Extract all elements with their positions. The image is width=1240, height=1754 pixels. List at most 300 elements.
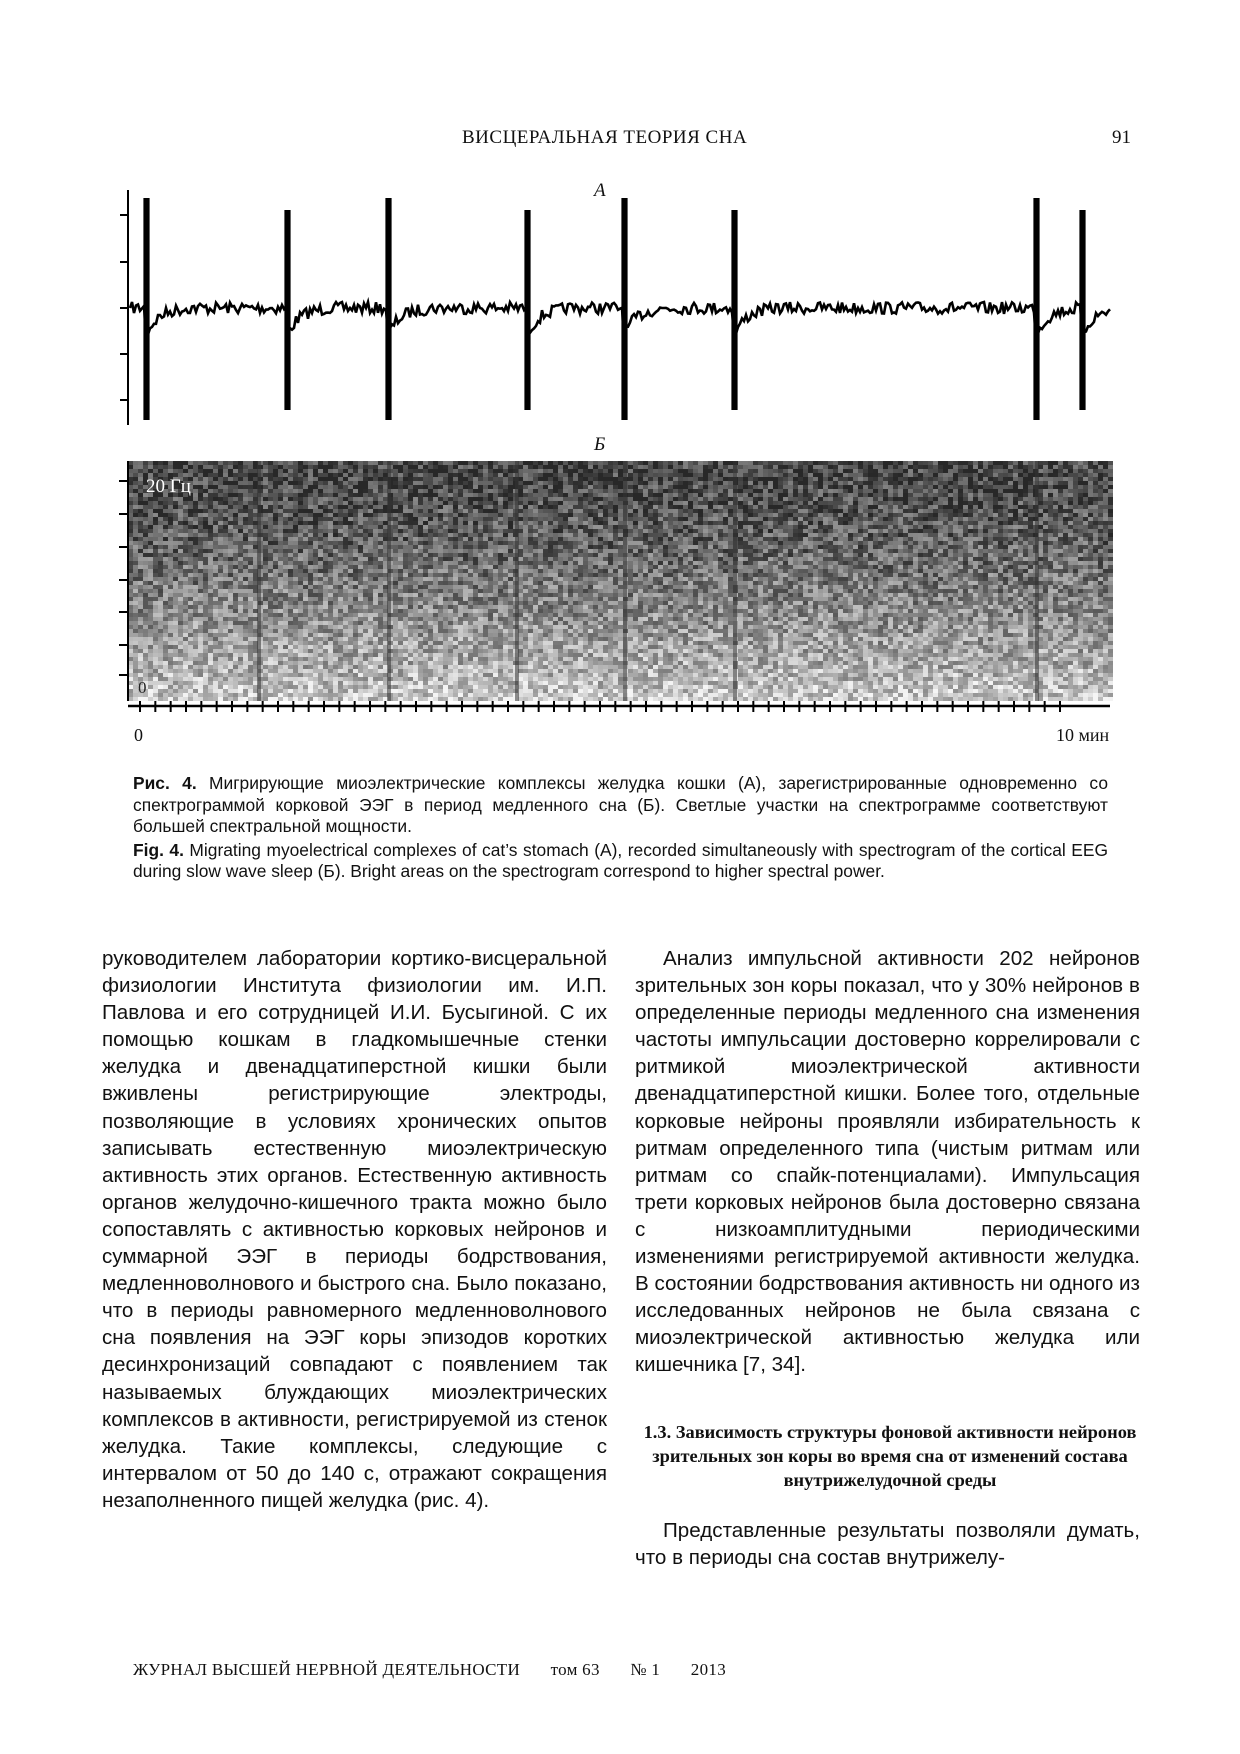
spectrogram-cell — [193, 517, 198, 521]
spectrogram-cell — [503, 513, 508, 517]
spectrogram-cell — [238, 493, 243, 497]
spectrogram-cell — [338, 461, 343, 465]
spectrogram-cell — [408, 617, 413, 621]
spectrogram-cell — [458, 637, 463, 641]
spectrogram-cell — [448, 477, 453, 481]
spectrogram-cell — [468, 609, 473, 613]
spectrogram-cell — [488, 505, 493, 509]
spectrogram-cell — [148, 553, 153, 557]
spectrogram-cell — [423, 681, 428, 685]
spectrogram-cell — [323, 605, 328, 609]
spectrogram-cell — [538, 609, 543, 613]
spectrogram-cell — [153, 633, 158, 637]
spectrogram-cell — [503, 613, 508, 617]
spectrogram-cell — [523, 537, 528, 541]
spectrogram-cell — [308, 581, 313, 585]
spectrogram-cell — [208, 469, 213, 473]
spectrogram-cell — [138, 673, 143, 677]
spectrogram-cell — [453, 545, 458, 549]
spectrogram-cell — [363, 637, 368, 641]
spectrogram-cell — [528, 613, 533, 617]
spectrogram-cell — [183, 465, 188, 469]
spectrogram-cell — [508, 625, 513, 629]
spectrogram-cell — [408, 669, 413, 673]
spectrogram-cell — [223, 661, 228, 665]
spectrogram-cell — [463, 489, 468, 493]
spectrogram-cell — [438, 613, 443, 617]
panel-b-label: Б — [594, 434, 606, 455]
spectrogram-cell — [313, 481, 318, 485]
spectrogram-cell — [238, 633, 243, 637]
spectrogram-cell — [473, 477, 478, 481]
spectrogram-cell — [363, 593, 368, 597]
spectrogram-cell — [378, 465, 383, 469]
spectrogram-cell — [413, 609, 418, 613]
spectrogram-cell — [248, 513, 253, 517]
spectrogram-cell — [243, 669, 248, 673]
spectrogram-cell — [418, 685, 423, 689]
spectrogram-cell — [143, 513, 148, 517]
spectrogram-cell — [488, 565, 493, 569]
spectrogram-cell — [313, 517, 318, 521]
spectrogram-cell — [308, 637, 313, 641]
spectrogram-cell — [278, 481, 283, 485]
spectrogram-cell — [458, 477, 463, 481]
spectrogram-cell — [213, 573, 218, 577]
spectrogram-cell — [248, 533, 253, 537]
spectrogram-cell — [223, 589, 228, 593]
spectrogram-cell — [343, 561, 348, 565]
spectrogram-cell — [438, 505, 443, 509]
spectrogram-cell — [418, 473, 423, 477]
spectrogram-cell — [503, 653, 508, 657]
spectrogram-cell — [418, 677, 423, 681]
spectrogram-cell — [163, 533, 168, 537]
spectrogram-cell — [348, 681, 353, 685]
spectrogram-cell — [428, 677, 433, 681]
spectrogram-cell — [478, 585, 483, 589]
spectrogram-cell — [268, 633, 273, 637]
spectrogram-cell — [393, 589, 398, 593]
spectrogram-cell — [158, 621, 163, 625]
spectrogram-cell — [273, 593, 278, 597]
spectrogram-cell — [268, 517, 273, 521]
spectrogram-cell — [298, 637, 303, 641]
spectrogram-cell — [328, 473, 333, 477]
spectrogram-cell — [423, 585, 428, 589]
spectrogram-cell — [358, 477, 363, 481]
spectrogram-cell — [373, 509, 378, 513]
spectrogram-cell — [188, 669, 193, 673]
spectrogram-cell — [393, 577, 398, 581]
spectrogram-cell — [213, 485, 218, 489]
spectrogram-cell — [338, 605, 343, 609]
spectrogram-cell — [343, 485, 348, 489]
spectrogram-cell — [268, 613, 273, 617]
spectrogram-cell — [538, 509, 543, 513]
spectrogram-cell — [358, 561, 363, 565]
spectrogram-cell — [328, 685, 333, 689]
spectrogram-cell — [483, 605, 488, 609]
spectrogram-cell — [288, 625, 293, 629]
spectrogram-cell — [148, 577, 153, 581]
spectrogram-cell — [248, 689, 253, 693]
spectrogram-cell — [473, 513, 478, 517]
spectrogram-cell — [188, 653, 193, 657]
spectrogram-cell — [323, 509, 328, 513]
spectrogram-cell — [433, 653, 438, 657]
spectrogram-cell — [358, 509, 363, 513]
spectrogram-cell — [323, 489, 328, 493]
spectrogram-cell — [443, 625, 448, 629]
spectrogram-cell — [393, 561, 398, 565]
spectrogram-cell — [328, 689, 333, 693]
spectrogram-cell — [508, 469, 513, 473]
spectrogram-cell — [178, 529, 183, 533]
spectrogram-cell — [443, 569, 448, 573]
spectrogram-cell — [198, 693, 203, 697]
spectrogram-cell — [508, 653, 513, 657]
spectrogram-cell — [223, 617, 228, 621]
spectrogram-cell — [188, 629, 193, 633]
spectrogram-cell — [333, 545, 338, 549]
spectrogram-cell — [403, 609, 408, 613]
spectrogram-cell — [358, 521, 363, 525]
spectrogram-cell — [203, 545, 208, 549]
spectrogram-cell — [183, 589, 188, 593]
spectrogram-cell — [533, 633, 538, 637]
spectrogram-cell — [508, 657, 513, 661]
spectrogram-cell — [283, 565, 288, 569]
spectrogram-cell — [163, 613, 168, 617]
spectrogram-cells — [128, 461, 1113, 701]
spectrogram-cell — [343, 529, 348, 533]
spectrogram-cell — [538, 549, 543, 553]
spectrogram-cell — [173, 617, 178, 621]
spectrogram-cell — [183, 621, 188, 625]
spectrogram-cell — [278, 617, 283, 621]
spectrogram-cell — [198, 669, 203, 673]
spectrogram-cell — [233, 481, 238, 485]
spectrogram-cell — [358, 529, 363, 533]
spectrogram-cell — [393, 581, 398, 585]
spectrogram-cell — [168, 677, 173, 681]
spectrogram-cell — [248, 497, 253, 501]
spectrogram-cell — [343, 477, 348, 481]
spectrogram-cell — [283, 601, 288, 605]
spectrogram-cell — [233, 521, 238, 525]
spectrogram-cell — [303, 661, 308, 665]
spectrogram-cell — [523, 513, 528, 517]
spectrogram-cell — [173, 565, 178, 569]
spectrogram-cell — [228, 673, 233, 677]
spectrogram-cell — [363, 521, 368, 525]
spectrogram-cell — [408, 525, 413, 529]
spectrogram-cell — [168, 681, 173, 685]
spectrogram-cell — [218, 677, 223, 681]
spectrogram-cell — [488, 633, 493, 637]
spectrogram-cell — [318, 461, 323, 465]
spectrogram-cell — [333, 577, 338, 581]
spectrogram-cell — [363, 697, 368, 701]
spectrogram-cell — [228, 657, 233, 661]
spectrogram-cell — [538, 521, 543, 525]
spectrogram-cell — [373, 505, 378, 509]
spectrogram-cell — [263, 569, 268, 573]
spectrogram-cell — [228, 645, 233, 649]
spectrogram-cell — [338, 521, 343, 525]
spectrogram-cell — [338, 501, 343, 505]
spectrogram-cell — [488, 585, 493, 589]
spectrogram-cell — [308, 569, 313, 573]
spectrogram-cell — [338, 473, 343, 477]
spectrogram-cell — [148, 541, 153, 545]
spectrogram-cell — [498, 465, 503, 469]
spectrogram-cell — [483, 557, 488, 561]
spectrogram-cell — [238, 545, 243, 549]
spectrogram-cell — [263, 601, 268, 605]
spectrogram-cell — [228, 697, 233, 701]
spectrogram-cell — [438, 565, 443, 569]
spectrogram-cell — [338, 533, 343, 537]
spectrogram-cell — [488, 665, 493, 669]
spectrogram-cell — [488, 605, 493, 609]
spectrogram-cell — [158, 625, 163, 629]
spectrogram-cell — [208, 613, 213, 617]
spectrogram-cell — [298, 589, 303, 593]
spectrogram-cell — [273, 637, 278, 641]
spectrogram-cell — [278, 557, 283, 561]
spectrogram-cell — [163, 661, 168, 665]
spectrogram-cell — [368, 525, 373, 529]
spectrogram-cell — [233, 589, 238, 593]
spectrogram-cell — [308, 505, 313, 509]
spectrogram-cell — [143, 609, 148, 613]
spectrogram-cell — [353, 585, 358, 589]
spectrogram-cell — [413, 585, 418, 589]
spectrogram-cell — [173, 513, 178, 517]
spectrogram-cell — [378, 633, 383, 637]
spectrogram-cell — [313, 529, 318, 533]
spectrogram-cell — [483, 649, 488, 653]
spectrogram-cell — [468, 581, 473, 585]
spectrogram-cell — [373, 485, 378, 489]
spectrogram-cell — [533, 469, 538, 473]
spectrogram-cell — [508, 485, 513, 489]
spectrogram-cell — [528, 633, 533, 637]
spectrogram-cell — [323, 693, 328, 697]
spectrogram-cell — [318, 477, 323, 481]
spectrogram-cell — [368, 661, 373, 665]
spectrogram-cell — [208, 633, 213, 637]
spectrogram-cell — [373, 677, 378, 681]
spectrogram-cell — [448, 545, 453, 549]
spectrogram-cell — [173, 537, 178, 541]
spectrogram-cell — [533, 537, 538, 541]
spectrogram-cell — [363, 513, 368, 517]
spectrogram-cell — [373, 521, 378, 525]
spectrogram-cell — [458, 589, 463, 593]
spectrogram-cell — [248, 569, 253, 573]
spectrogram-cell — [138, 481, 143, 485]
spectrogram-cell — [333, 613, 338, 617]
spectrogram-cell — [173, 553, 178, 557]
spectrogram-cell — [353, 481, 358, 485]
spectrogram-cell — [478, 553, 483, 557]
spectrogram-cell — [438, 501, 443, 505]
spectrogram-cell — [263, 681, 268, 685]
spectrogram-cell — [323, 477, 328, 481]
spectrogram-cell — [298, 645, 303, 649]
spectrogram-cell — [423, 653, 428, 657]
spectrogram-cell — [228, 641, 233, 645]
spectrogram-cell — [363, 553, 368, 557]
spectrogram-cell — [503, 693, 508, 697]
spectrogram-cell — [478, 557, 483, 561]
spectrogram-cell — [413, 617, 418, 621]
spectrogram-cell — [343, 617, 348, 621]
spectrogram-cell — [153, 661, 158, 665]
spectrogram-cell — [173, 597, 178, 601]
spectrogram-cell — [533, 581, 538, 585]
spectrogram-cell — [468, 549, 473, 553]
spectrogram-cell — [508, 477, 513, 481]
spectrogram-cell — [223, 621, 228, 625]
spectrogram-cell — [498, 501, 503, 505]
spectrogram-cell — [393, 477, 398, 481]
spectrogram-cell — [213, 529, 218, 533]
spectrogram-cell — [453, 677, 458, 681]
spectrogram-cell — [468, 641, 473, 645]
spectrogram-cell — [368, 693, 373, 697]
spectrogram-cell — [488, 661, 493, 665]
spectrogram-cell — [498, 649, 503, 653]
spectrogram-cell — [403, 509, 408, 513]
spectrogram-cell — [533, 597, 538, 601]
spectrogram-cell — [423, 537, 428, 541]
spectrogram-cell — [228, 661, 233, 665]
spectrogram-cell — [453, 625, 458, 629]
spectrogram-cell — [353, 661, 358, 665]
spectrogram-cell — [428, 621, 433, 625]
spectrogram-cell — [463, 513, 468, 517]
spectrogram-cell — [168, 697, 173, 701]
spectrogram-cell — [143, 597, 148, 601]
spectrogram-cell — [508, 509, 513, 513]
spectrogram-cell — [413, 589, 418, 593]
spectrogram-cell — [348, 509, 353, 513]
spectrogram-cell — [473, 561, 478, 565]
spectrogram-cell — [138, 561, 143, 565]
spectrogram-cell — [183, 629, 188, 633]
spectrogram-cell — [403, 649, 408, 653]
spectrogram-cell — [348, 613, 353, 617]
spectrogram-cell — [248, 481, 253, 485]
spectrogram-cell — [458, 569, 463, 573]
spectrogram-cell — [223, 477, 228, 481]
spectrogram-cell — [218, 517, 223, 521]
spectrogram-cell — [538, 525, 543, 529]
spectrogram-cell — [368, 637, 373, 641]
spectrogram-cell — [463, 665, 468, 669]
spectrogram-cell — [178, 521, 183, 525]
spectrogram-cell — [393, 497, 398, 501]
spectrogram-cell — [483, 465, 488, 469]
spectrogram-cell — [188, 565, 193, 569]
spectrogram-cell — [358, 473, 363, 477]
spectrogram-cell — [368, 569, 373, 573]
spectrogram-cell — [408, 625, 413, 629]
spectrogram-cell — [283, 493, 288, 497]
spectrogram-cell — [303, 589, 308, 593]
spectrogram-cell — [448, 525, 453, 529]
spectrogram-cell — [523, 669, 528, 673]
spectrogram-cell — [478, 609, 483, 613]
spectrogram-cell — [278, 641, 283, 645]
spectrogram-cell — [188, 633, 193, 637]
spectrogram-cell — [443, 661, 448, 665]
spectrogram-cell — [423, 533, 428, 537]
spectrogram-cell — [423, 661, 428, 665]
spectrogram-cell — [403, 473, 408, 477]
spectrogram-cell — [318, 645, 323, 649]
spectrogram-cell — [323, 529, 328, 533]
spectrogram-cell — [138, 521, 143, 525]
spectrogram-cell — [203, 589, 208, 593]
spectrogram-cell — [533, 653, 538, 657]
spectrogram-cell — [293, 517, 298, 521]
spectrogram-cell — [168, 585, 173, 589]
spectrogram-cell — [223, 613, 228, 617]
spectrogram-cell — [238, 669, 243, 673]
spectrogram-cell — [528, 461, 533, 465]
spectrogram-cell — [508, 521, 513, 525]
spectrogram-cell — [243, 653, 248, 657]
spectrogram-cell — [313, 541, 318, 545]
spectrogram-cell — [468, 477, 473, 481]
spectrogram-cell — [438, 681, 443, 685]
spectrogram-cell — [313, 557, 318, 561]
spectrogram-cell — [303, 541, 308, 545]
spectrogram-cell — [203, 549, 208, 553]
spectrogram-cell — [248, 609, 253, 613]
spectrogram-cell — [443, 677, 448, 681]
spectrogram-cell — [328, 585, 333, 589]
spectrogram-cell — [523, 589, 528, 593]
spectrogram-cell — [273, 609, 278, 613]
spectrogram-cell — [373, 525, 378, 529]
spectrogram-cell — [298, 577, 303, 581]
spectrogram-cell — [178, 601, 183, 605]
spectrogram-cell — [133, 629, 138, 633]
spectrogram-cell — [433, 537, 438, 541]
spectrogram-cell — [133, 485, 138, 489]
spectrogram-cell — [453, 541, 458, 545]
spectrogram-cell — [398, 525, 403, 529]
spectrogram-cell — [538, 657, 543, 661]
spectrogram-cell — [198, 489, 203, 493]
spectrogram-cell — [278, 509, 283, 513]
spectrogram-cell — [208, 621, 213, 625]
spectrogram-cell — [223, 501, 228, 505]
spectrogram-cell — [493, 581, 498, 585]
spectrogram-cell — [173, 657, 178, 661]
spectrogram-cell — [178, 605, 183, 609]
spectrogram-cell — [468, 489, 473, 493]
spectrogram-cell — [353, 581, 358, 585]
spectrogram-cell — [248, 493, 253, 497]
spectrogram-cell — [158, 589, 163, 593]
